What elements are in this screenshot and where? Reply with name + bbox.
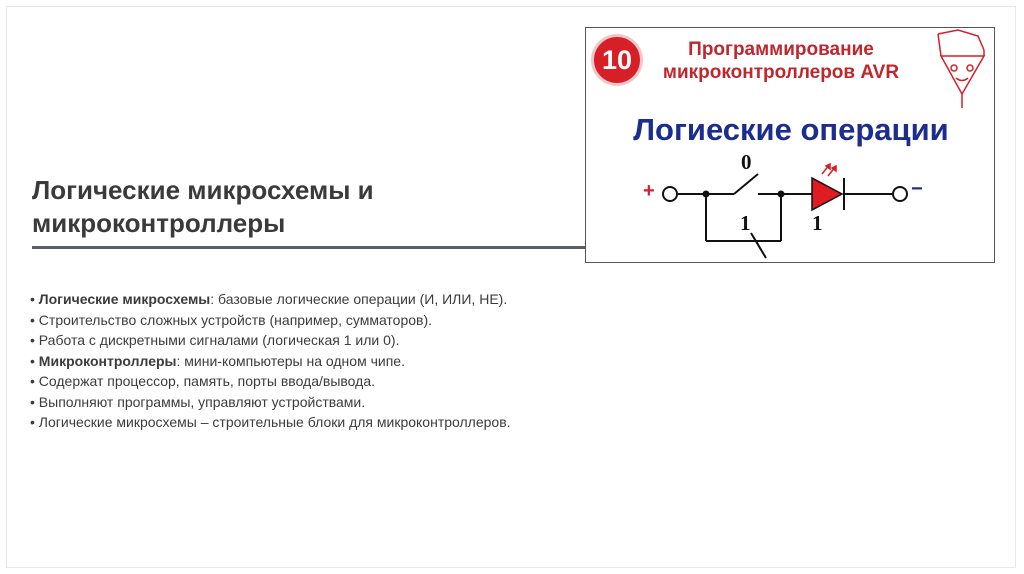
heading-line-1: Программирование	[688, 39, 874, 60]
bullet-text: Логические микросхемы – строительные блоки для микроконтроллеров.	[38, 414, 511, 430]
bullet-item: • Логические микросхемы – строительные блоки для микроконтроллеров.	[30, 414, 511, 430]
junction-dot	[778, 191, 785, 198]
thumbnail-title: Логиеские операции	[633, 112, 949, 147]
plus-label: +	[643, 180, 655, 202]
bullet-item: • Строительство сложных устройств (например, сумматоров).	[30, 311, 433, 328]
bullet-text: Содержат процессор, память, порты ввода/вывода.	[38, 373, 375, 389]
title-line-1: Логические микросхемы и	[32, 175, 374, 205]
junction-dot	[703, 191, 710, 198]
bullet-text: : мини-компьютеры на одном чипе.	[176, 352, 405, 369]
bullet-list	[30, 289, 650, 433]
bullet-bold: Логические микросхемы	[38, 291, 211, 307]
lesson-number-badge: 10	[591, 34, 643, 86]
minus-label: −	[911, 178, 923, 200]
switch-state-label: 0	[741, 150, 752, 174]
led-diode-icon	[812, 178, 842, 210]
bullet-bold: Микроконтроллеры	[38, 352, 177, 369]
bullet-item: • Содержат процессор, память, порты ввода/вывода.	[30, 373, 375, 389]
title-divider	[32, 246, 585, 249]
heading-line-2: микроконтроллеров AVR	[662, 62, 900, 83]
plus-terminal	[663, 187, 677, 201]
bullet-text: Работа с дискретными сигналами (логическая 1 или 0).	[38, 332, 400, 348]
lesson-thumbnail	[585, 27, 995, 263]
circuit-wires	[678, 174, 892, 258]
bullet-text: : базовые логические операции (И, ИЛИ, НЕ).	[210, 291, 508, 307]
bullet-text: Выполняют программы, управляют устройствами.	[38, 393, 366, 410]
title-line-2: микроконтроллеры	[32, 208, 286, 238]
bullet-item: • Работа с дискретными сигналами (логическая 1 или 0).	[30, 332, 400, 348]
thumbnail-heading	[641, 38, 921, 84]
bullet-text: Строительство сложных устройств (например, сумматоров).	[38, 311, 433, 328]
led-rays-icon	[822, 164, 836, 176]
slide-title	[32, 174, 572, 240]
bullet-item: • Выполняют программы, управляют устройствами.	[30, 393, 366, 410]
bypass-state-label: 1	[740, 211, 751, 235]
mascot-icon	[938, 30, 984, 108]
minus-terminal	[893, 187, 907, 201]
diode-state-label: 1	[812, 211, 823, 235]
bullet-item: • Логические микросхемы: базовые логические операции (И, ИЛИ, НЕ).	[30, 291, 508, 307]
bullet-item: • Микроконтроллеры: мини-компьютеры на одном чипе.	[30, 352, 405, 369]
